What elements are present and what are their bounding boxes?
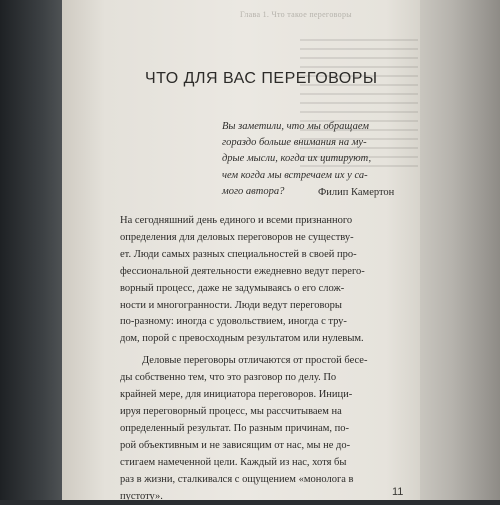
page-number: 11 — [392, 486, 403, 498]
chapter-heading: ЧТО ДЛЯ ВАС ПЕРЕГОВОРЫ — [145, 70, 378, 88]
text-line: На сегодняшний день единого и всеми признанного — [120, 213, 416, 230]
text-line: пустоту». — [120, 489, 416, 505]
text-line: ности и многогранности. Люди ведут переговоры — [120, 298, 416, 315]
text-line: определенный результат. По разным причинам, по- — [120, 421, 416, 438]
text-line: Деловые переговоры отличаются от простой бесе- — [120, 353, 416, 370]
left-page-shadow — [0, 0, 70, 500]
epigraph-line: Вы заметили, что мы обращаем — [222, 119, 412, 135]
text-line: ируя переговорный процесс, мы рассчитываем на — [120, 404, 416, 421]
text-line: дом, порой с превосходным результатом или нулевым. — [120, 331, 416, 348]
text-line: ворный процесс, даже не задумываясь о его слож- — [120, 281, 416, 298]
text-line: ды собственно тем, что это разговор по делу. По — [120, 370, 416, 387]
paragraph-1 — [120, 213, 416, 348]
epigraph-author: Филип Камертон — [318, 187, 394, 198]
epigraph-line: дрые мысли, когда их цитируют, — [222, 151, 412, 167]
text-line: ет. Люди самых разных специальностей в своей про- — [120, 247, 416, 264]
epigraph-line: мого автора? — [222, 184, 412, 200]
paragraph-2 — [120, 353, 416, 505]
text-line: крайней мере, для инициатора переговоров. Иници- — [120, 387, 416, 404]
text-line: по-разному: иногда с удовольствием, иногда с тру- — [120, 314, 416, 331]
body-text — [120, 213, 416, 505]
text-line: фессиональной деятельности ежедневно ведут перего- — [120, 264, 416, 281]
epigraph-line: чем когда мы встречаем их у са- — [222, 168, 412, 184]
page-edge — [420, 0, 500, 500]
running-head: Глава 1. Что такое переговоры — [240, 10, 410, 19]
text-line: стигаем намеченной цели. Каждый из нас, хотя бы — [120, 455, 416, 472]
epigraph-line: гораздо больше внимания на му- — [222, 135, 412, 151]
text-line: рой объективным и не зависящим от нас, мы не до- — [120, 438, 416, 455]
text-line: определения для деловых переговоров не существу- — [120, 230, 416, 247]
text-line: раз в жизни, сталкивался с ощущением «монолога в — [120, 472, 416, 489]
